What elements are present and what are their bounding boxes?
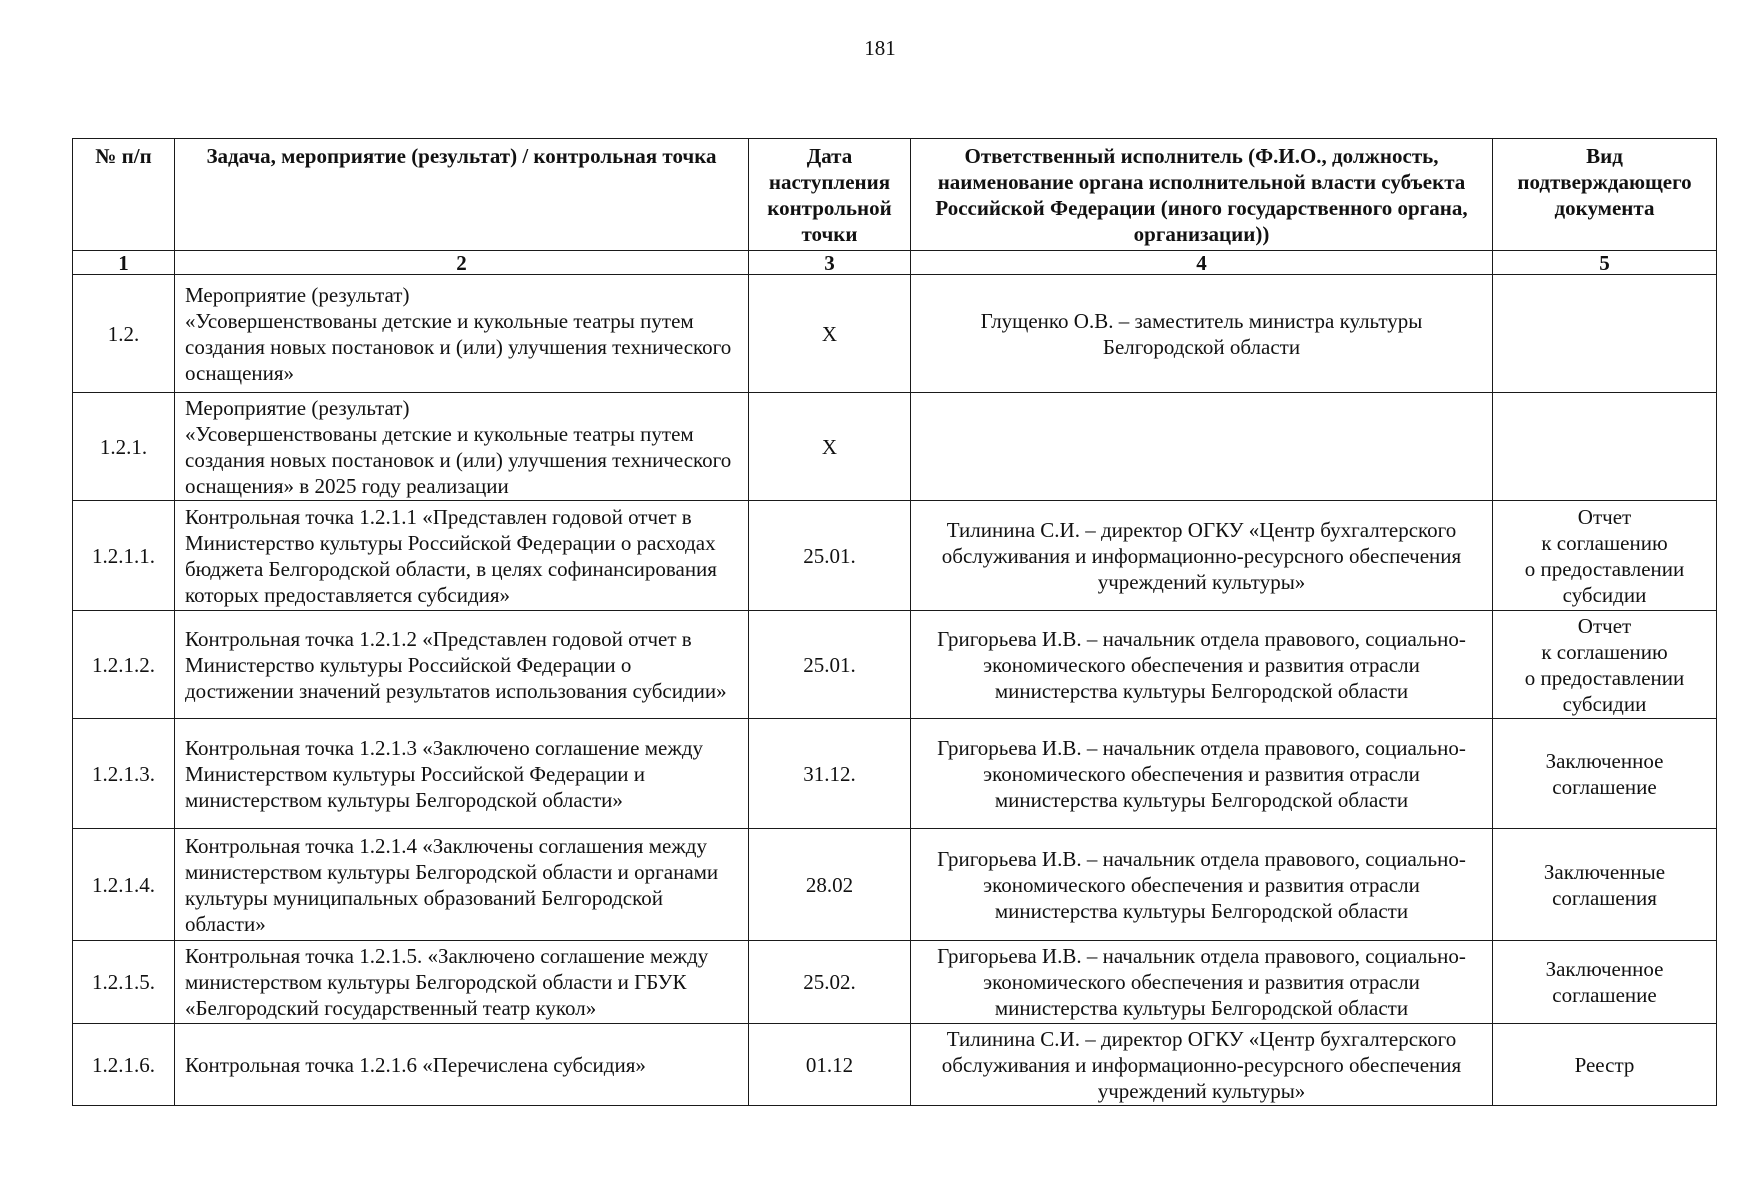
row-task [175,1024,749,1106]
row-task-text: Контрольная точка 1.2.1.4 «Заключены соглашения между министерством культуры Белгородской области и органами культуры муниципальных образований Белгородской области» [185,833,719,936]
row-number: 1.2. [73,275,175,393]
table-row [73,501,1717,611]
row-number: 1.2.1.4. [73,829,175,941]
row-executor: Тилинина С.И. – директор ОГКУ «Центр бухгалтерского обслуживания и информационно-ресурсного обеспечения учреждений культуры» [911,501,1493,611]
column-number: 2 [175,250,749,274]
row-document [1493,501,1717,611]
row-executor: Григорьева И.В. – начальник отдела правового, социально-экономического обеспечения и развития отрасли министерства культуры Белгородской области [911,829,1493,941]
row-task-text: Контрольная точка 1.2.1.1 «Представлен годовой отчет в Министерство культуры Российской Федерации о расходах бюджета Белгородской области, в целях софинансирования которых предоставляется субсидия» [185,504,717,607]
row-document-text: Отчет к соглашению о предоставлении субсидии [1524,504,1685,607]
row-document [1493,1024,1717,1106]
row-task-text: Мероприятие (результат) «Усовершенствованы детские и кукольные театры путем создания новых постановок и (или) улучшения технического оснащения» [185,282,732,385]
row-number: 1.2.1.3. [73,719,175,829]
row-document [1493,275,1717,393]
table-row [73,941,1717,1024]
row-date: Х [749,393,911,501]
row-document-text: Заключенное соглашение [1545,748,1664,799]
row-task [175,501,749,611]
row-date: 25.01. [749,501,911,611]
header-document: Вид подтверждающего документа [1493,139,1717,251]
column-number-row [73,250,1717,274]
row-document-text: Отчет к соглашению о предоставлении субсидии [1524,613,1685,716]
row-executor: Григорьева И.В. – начальник отдела правового, социально-экономического обеспечения и развития отрасли министерства культуры Белгородской области [911,719,1493,829]
table-row [73,393,1717,501]
row-executor [911,393,1493,501]
page-number: 181 [864,36,896,60]
row-task-text: Мероприятие (результат) «Усовершенствованы детские и кукольные театры путем создания новых постановок и (или) улучшения технического оснащения» в 2025 году реализации [185,395,732,498]
row-task [175,393,749,501]
row-document [1493,611,1717,719]
row-document-text: Заключенные соглашения [1543,859,1666,910]
column-number: 5 [1493,250,1717,274]
row-document [1493,829,1717,941]
control-points-table [72,138,1717,1106]
row-date: 25.01. [749,611,911,719]
row-number: 1.2.1.5. [73,941,175,1024]
row-date: 28.02 [749,829,911,941]
row-task [175,829,749,941]
table-row [73,719,1717,829]
column-number: 3 [749,250,911,274]
header-date: Дата наступления контрольной точки [749,139,911,251]
row-date: Х [749,275,911,393]
row-task [175,941,749,1024]
row-document [1493,941,1717,1024]
row-document [1493,719,1717,829]
row-document [1493,393,1717,501]
column-number: 4 [911,250,1493,274]
row-number: 1.2.1.1. [73,501,175,611]
row-number: 1.2.1. [73,393,175,501]
table-header-row [73,139,1717,251]
row-document-text: Реестр [1574,1052,1635,1077]
row-document-text: Заключенное соглашение [1545,957,1664,1008]
row-date: 01.12 [749,1024,911,1106]
row-task [175,611,749,719]
row-number: 1.2.1.2. [73,611,175,719]
table-row [73,829,1717,941]
table-row [73,1024,1717,1106]
table-row [73,611,1717,719]
row-executor: Григорьева И.В. – начальник отдела правового, социально-экономического обеспечения и развития отрасли министерства культуры Белгородской области [911,611,1493,719]
row-task-text: Контрольная точка 1.2.1.3 «Заключено соглашение между Министерством культуры Российской Федерации и министерством культуры Белгородской области» [185,735,704,812]
row-number: 1.2.1.6. [73,1024,175,1106]
row-task-text: Контрольная точка 1.2.1.6 «Перечислена субсидия» [185,1052,646,1077]
row-executor: Тилинина С.И. – директор ОГКУ «Центр бухгалтерского обслуживания и информационно-ресурсного обеспечения учреждений культуры» [911,1024,1493,1106]
row-task-text: Контрольная точка 1.2.1.5. «Заключено соглашение между министерством культуры Белгородской области и ГБУК «Белгородский государственный театр кукол» [185,944,709,1021]
row-task-text: Контрольная точка 1.2.1.2 «Представлен годовой отчет в Министерство культуры Российской Федерации о достижении значений результатов использования субсидии» [185,626,727,703]
row-task [175,275,749,393]
header-number: № п/п [73,139,175,251]
header-executor: Ответственный исполнитель (Ф.И.О., должность, наименование органа исполнительной власти субъекта Российской Федерации (иного государственного органа, организации)) [911,139,1493,251]
row-date: 25.02. [749,941,911,1024]
row-date: 31.12. [749,719,911,829]
header-task: Задача, мероприятие (результат) / контрольная точка [175,139,749,251]
row-executor: Григорьева И.В. – начальник отдела правового, социально-экономического обеспечения и развития отрасли министерства культуры Белгородской области [911,941,1493,1024]
row-executor: Глущенко О.В. – заместитель министра культуры Белгородской области [911,275,1493,393]
row-task [175,719,749,829]
column-number: 1 [73,250,175,274]
table-row [73,275,1717,393]
